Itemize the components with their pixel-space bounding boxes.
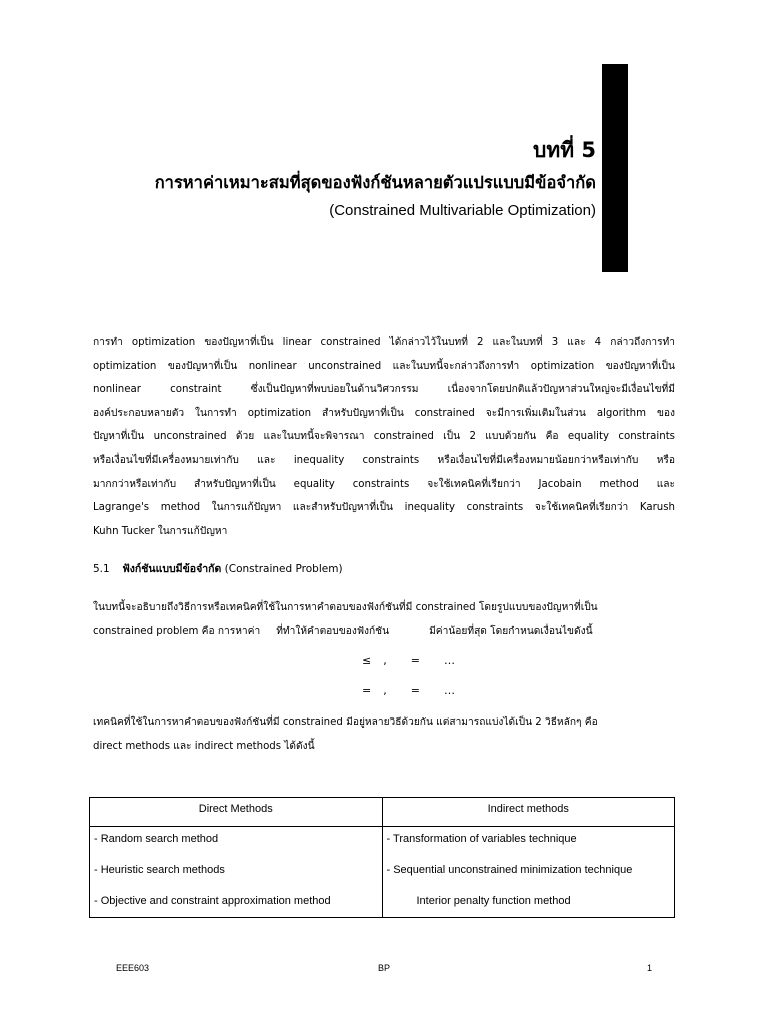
ellipsis: … [443,684,455,697]
chapter-number: บทที่ 5 [533,138,596,162]
intro-line: nonlinear constraint ซึ่งเป็นปัญหาที่พบบ่อยในด้านวิศวกรรม เนื่องจากโดยปกติแล้วปัญหาส่วนใหญ่จะมีเงื่อนไขที่มี [93,384,675,396]
methods-intro-line: เทคนิคที่ใช้ในการหาคำตอบของฟังก์ชันที่มี constrained มีอยู่หลายวิธีด้วยกัน แต่สามารถแบ่งได้เป็น 2 วิธีหลักๆ คือ [93,717,598,728]
chapter-marker-bar [602,64,628,272]
equals-symbol: = [410,684,420,697]
direct-method-item: - Random search method [94,833,219,845]
section-title-english: (Constrained Problem) [224,563,343,575]
intro-line: องค์ประกอบหลายตัว ในการทำ optimization สำหรับปัญหาที่เป็น constrained จะมีการเพิ่มเติมในส่วน algorithm ของ [93,407,675,419]
footer-course-code: EEE603 [116,963,150,973]
direct-methods-header: Direct Methods [90,798,383,827]
intro-line: หรือเงื่อนไขที่มีเครื่องหมายเท่ากับ และ inequality constraints หรือเงื่อนไขที่มีเครื่องหมายน้อยกว่าหรือเท่ากับ หรือ [93,454,675,466]
footer-author: BP [378,963,391,973]
methods-table [89,797,675,918]
table-header-row [90,798,675,827]
direct-methods-cell [90,827,383,918]
section-paragraph [93,596,675,643]
comma: , [383,684,387,697]
indirect-method-item: - Transformation of variables technique [386,833,577,845]
table-row [90,827,675,918]
indirect-methods-header: Indirect methods [382,798,675,827]
methods-intro-paragraph [93,711,675,758]
equals-symbol: = [362,684,372,697]
equals-symbol: = [410,654,420,667]
section-title-thai: ฟังก์ชันแบบมีข้อจำกัด [122,563,222,575]
intro-line: การทำ optimization ของปัญหาที่เป็น linear constrained ได้กล่าวไว้ในบทที่ 2 และในบทที่ 3 และ 4 กล่าวถึงการทำ [93,337,675,348]
intro-line: Lagrange's method ในการแก้ปัญหา และสำหรับปัญหาที่เป็น inequality constraints จะใช้เทคนิคที่เรียกว่า Karush [93,502,675,514]
intro-line: optimization ของปัญหาที่เป็น nonlinear unconstrained และในบทนี้จะกล่าวถึงการทำ optimization ของปัญหาที่เป็น [93,360,675,372]
chapter-title-thai: การหาค่าเหมาะสมที่สุดของฟังก์ชันหลายตัวแปรแบบมีข้อจำกัด [154,173,596,192]
section-line: ในบทนี้จะอธิบายถึงวิธีการหรือเทคนิคที่ใช้ในการหาคำตอบของฟังก์ชันที่มี constrained โดยรูปแบบของปัญหาที่เป็น [93,602,598,613]
section-heading [93,560,343,577]
intro-line: Kuhn Tucker ในการแก้ปัญหา [93,525,228,537]
footer-page-number: 1 [647,963,653,973]
comma: , [383,654,387,667]
intro-paragraph [93,331,675,543]
section-line-part: constrained problem คือ การหาค่า [93,625,261,637]
section-line-part: มีค่าน้อยที่สุด โดยกำหนดเงื่อนไขดังนี้ [429,625,593,637]
direct-method-item: - Heuristic search methods [94,864,225,876]
methods-intro-line: direct methods และ indirect methods ได้ดังนี้ [93,740,315,752]
intro-line: มากกว่าหรือเท่ากับ สำหรับปัญหาที่เป็น equality constraints จะใช้เทคนิคที่เรียกว่า Jacobain method และ [93,478,675,490]
section-line-part: ที่ทำให้คำตอบของฟังก์ชัน [276,625,390,637]
ellipsis: … [443,654,455,667]
section-line [93,620,675,644]
indirect-method-subitem: Interior penalty function method [416,895,571,907]
indirect-methods-cell [382,827,675,918]
equality-constraint [362,684,455,697]
indirect-method-item: - Sequential unconstrained minimization technique [386,864,633,876]
intro-line: ปัญหาที่เป็น unconstrained ด้วย และในบทนี้จะพิจารณา constrained เป็น 2 แบบด้วยกัน คือ equality constraints [93,431,675,443]
inequality-constraint [362,654,455,667]
direct-method-item: - Objective and constraint approximation method [94,895,331,907]
section-number: 5.1 [93,563,110,575]
leq-symbol: ≤ [362,654,372,667]
chapter-title-english: (Constrained Multivariable Optimization) [329,202,596,219]
